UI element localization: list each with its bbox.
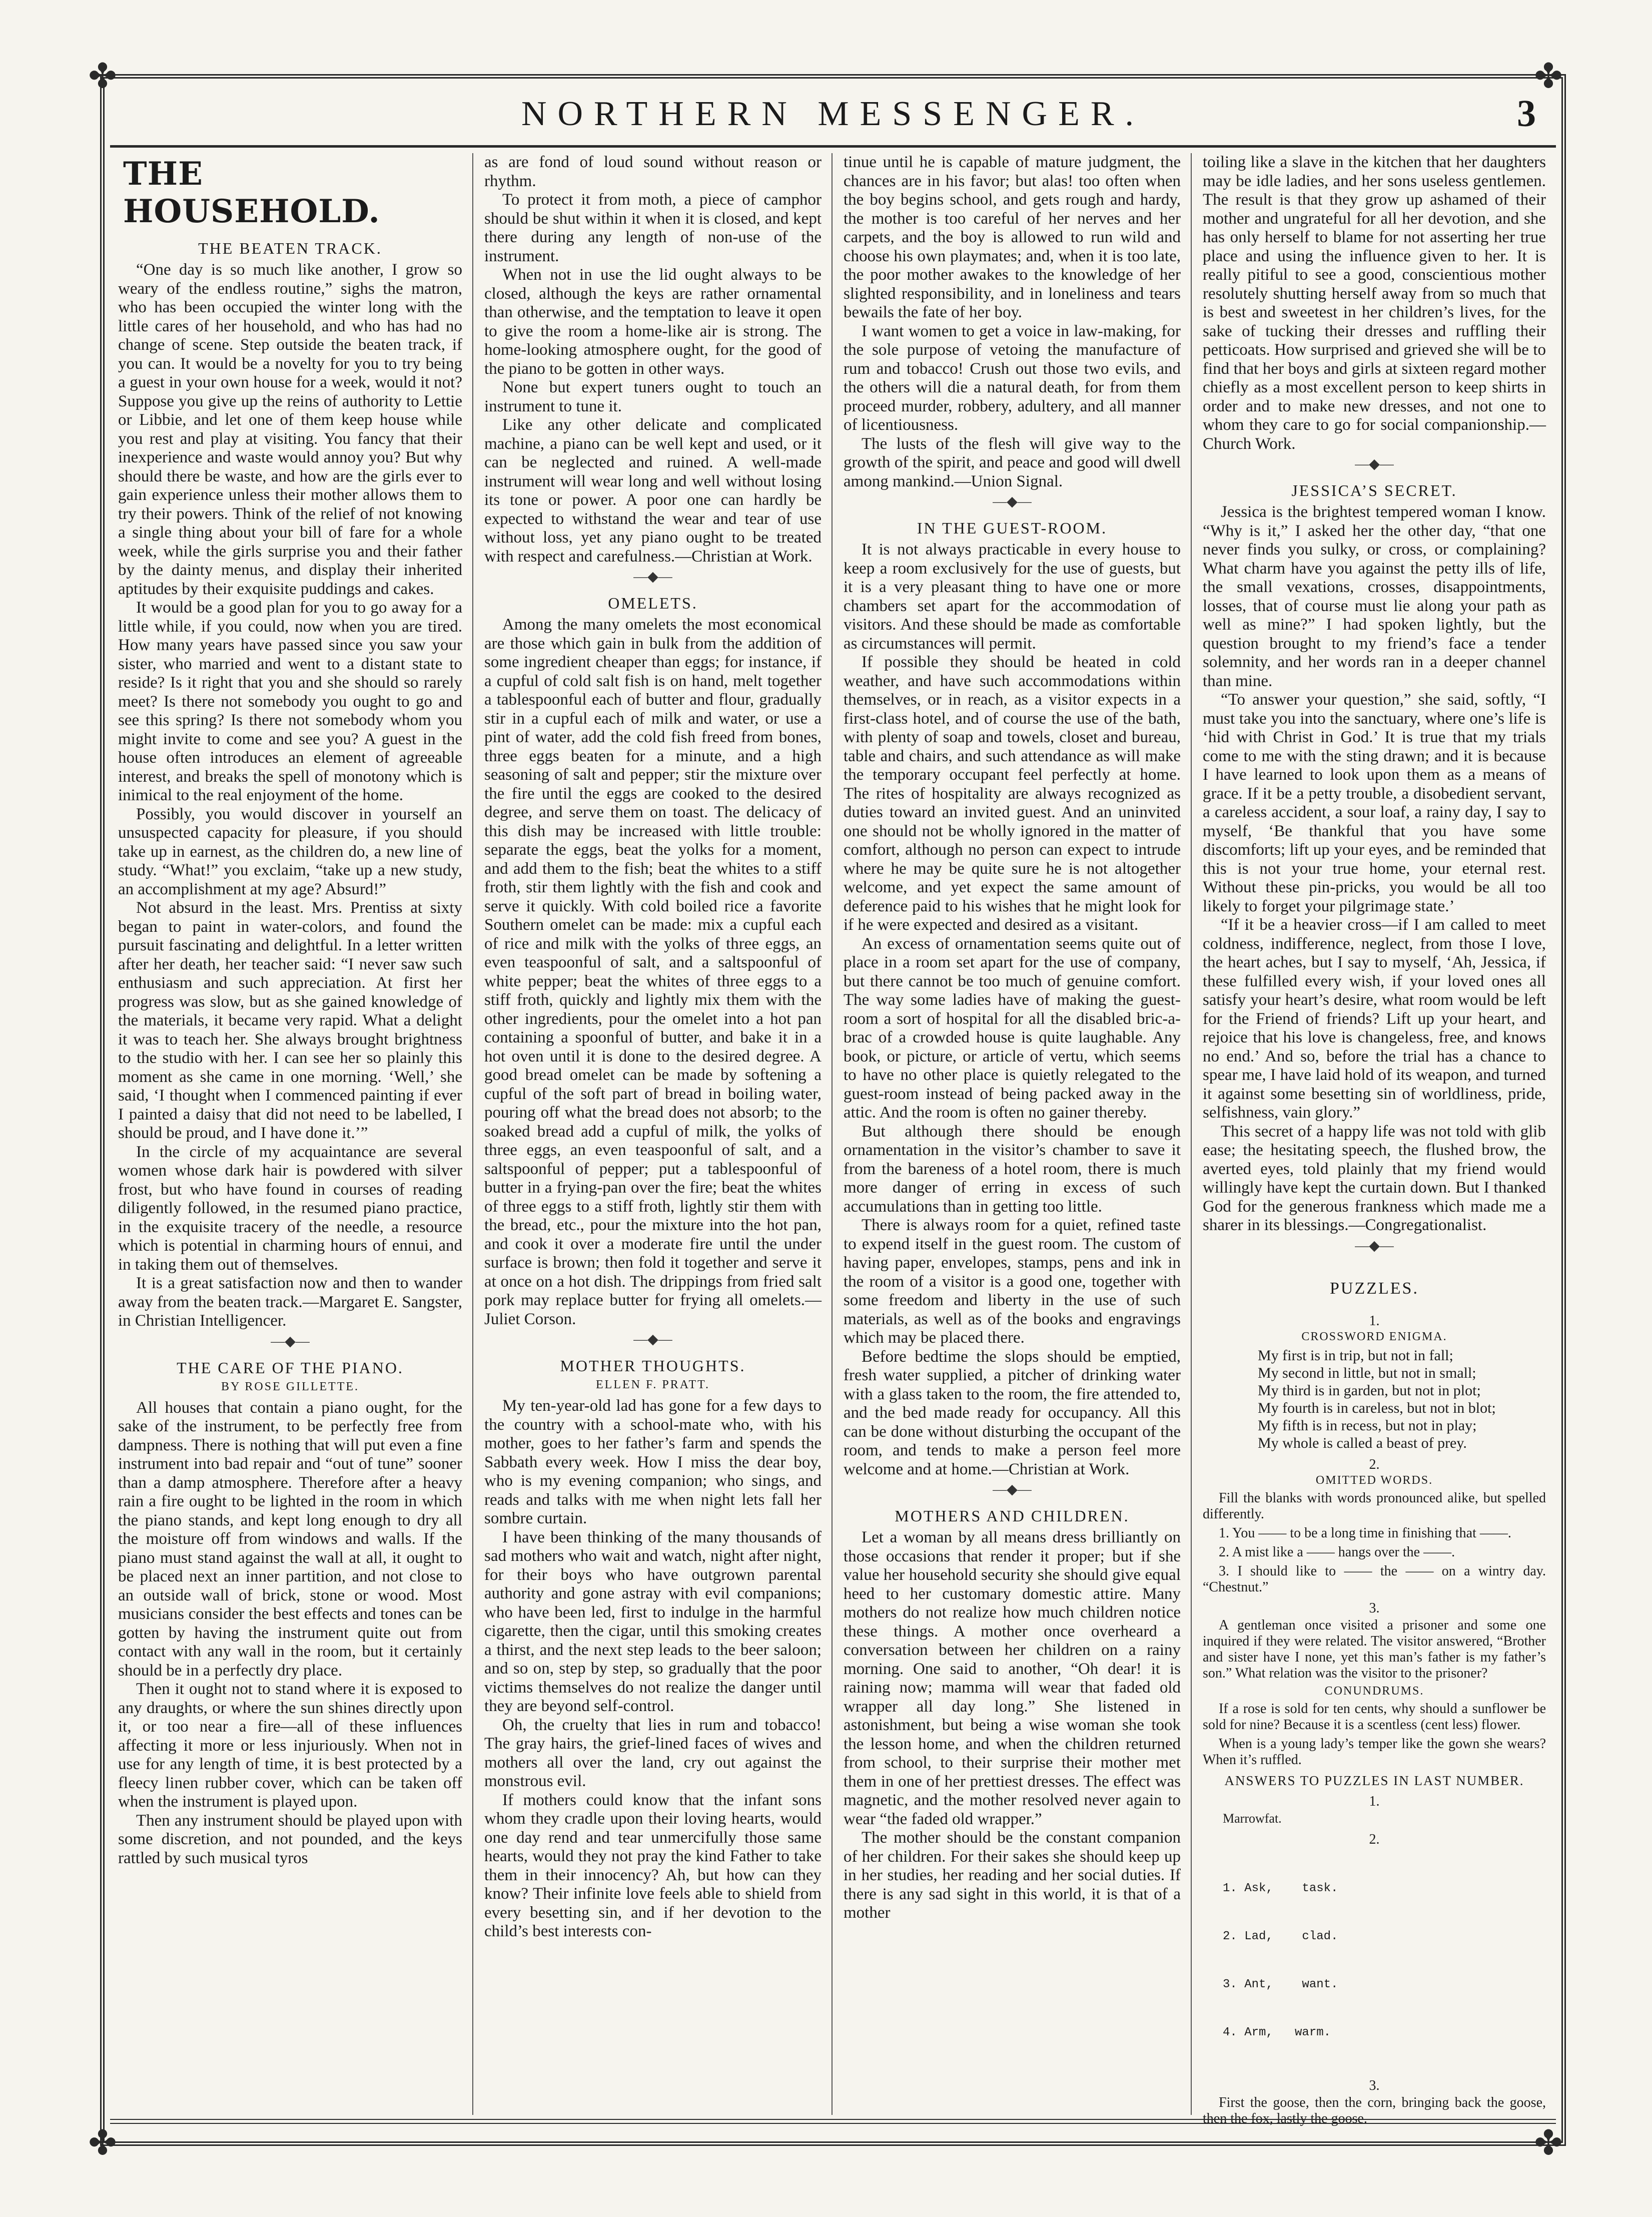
divider-ornament: —◆— xyxy=(1355,1238,1394,1254)
byline: ELLEN F. PRATT. xyxy=(596,1378,710,1391)
answer-number: 2. xyxy=(1369,1831,1380,1847)
answer-list xyxy=(1203,1849,1546,2073)
paragraph: Jessica is the brightest tempered woman I know. “Why is it,” I asked her the other day, “that one never finds you sulky, or cross, or complaining? What charm have you against the petty ills of life, the small vexations, crosses, disappointments, losses, that of course must lie along your path as well as mine?” I had spoken lightly, but the question brought to my friend’s face a tender solemnity, and her words ran in a deeper channel than mine. xyxy=(1203,503,1546,690)
paragraph: The mother should be the constant companion of her children. For their sakes she should keep up in her studies, her reading and her social duties. If there is any sad sight in this world, it is that of a mother xyxy=(844,1829,1181,1922)
puzzle-number: 1. xyxy=(1369,1313,1380,1329)
paragraph: There is always room for a quiet, refined taste to expend itself in the guest room. The custom of having paper, envelopes, stamps, pens and ink in the room of a visitor is a good one, together with some freedom and liberty in the use of such materials, as well as of the books and engravings which may be placed there. xyxy=(844,1216,1181,1347)
paragraph: Fill the blanks with words pronounced alike, but spelled differently. xyxy=(1203,1490,1546,1522)
puzzle-number: 2. xyxy=(1369,1456,1380,1472)
divider-ornament: —◆— xyxy=(633,1332,672,1347)
divider-ornament: —◆— xyxy=(1355,456,1394,472)
article-title: IN THE GUEST-ROOM. xyxy=(917,519,1108,537)
answer-line: Marrowfat. xyxy=(1223,1811,1282,1826)
corner-ornament-icon: ✤ xyxy=(1534,2123,1563,2163)
verse-line: My fourth is in careless, but not in blot; xyxy=(1258,1399,1496,1416)
article-body xyxy=(844,153,1181,491)
answers-title: ANSWERS TO PUZZLES IN LAST NUMBER. xyxy=(1224,1773,1524,1788)
paragraph: When not in use the lid ought always to be closed, although the keys are rather ornamental than otherwise, and the temptation to leave it open to give the room a home-like air is strong. The home-looking atmosphere ought, for the good of the piano to be gotten in other ways. xyxy=(484,266,821,378)
article-body xyxy=(844,1528,1181,1923)
article-title: JESSICA’S SECRET. xyxy=(1291,481,1457,499)
paragraph: First the goose, then the corn, bringing back the goose, then the fox, lastly the goose. xyxy=(1203,2094,1546,2126)
verse-line: My third is in garden, but not in plot; xyxy=(1258,1382,1481,1399)
puzzles-title: PUZZLES. xyxy=(1330,1279,1419,1298)
article-title: THE BEATEN TRACK. xyxy=(198,239,382,257)
paragraph: But although there should be enough ornamentation in the visitor’s chamber to save it from the bareness of a hotel room, there is much more danger of erring in excess of such accumulations than in getting too little. xyxy=(844,1122,1181,1216)
paragraph: 1. You —— to be a long time in finishing that ——. xyxy=(1219,1525,1511,1541)
article-body xyxy=(484,616,821,1329)
paragraph: Let a woman by all means dress brilliantly on those occasions that render it proper; but if she value her household security she should give equal heed to her customary domestic attire. Many mothers do not realize how much children notice these things. A mother once overheard a conversation between her children on a rainy morning. One said to another, “Oh dear! it is raining now; mamma will wear that faded old wrapper all day long.” She listened in astonishment, but being a wise woman she took the lesson home, and when the children returned from school, to their surprise their mother met them in one of her prettiest dresses. The effect was magnetic, and the mother resolved never again to wear “the faded old wrapper.” xyxy=(844,1528,1181,1828)
article-body xyxy=(118,1399,462,1868)
paragraph: If possible they should be heated in cold weather, and have such accommodations within themselves, or in reach, as a visitor expects in a first-class hotel, and of course the use of the bath, with plenty of soap and towels, closet and bureau, table and chairs, and such attendance as will make the temporary occupant feel perfectly at home. The rites of hospitality are always recognized as duties toward an invited guest. And an uninvited one should not be wholly ignored in the matter of comfort, although no person can expect to intrude where he may be quite sure he is not altogether welcome, and yet expect the same amount of deference paid to his wishes that he might look for if he were expected and desired as a visitant. xyxy=(844,653,1181,934)
divider-ornament: —◆— xyxy=(271,1333,310,1349)
publication-title: NORTHERN MESSENGER. xyxy=(521,95,1145,133)
paragraph: My ten-year-old lad has gone for a few days to the country with a school-mate who, with his mother, goes to her father’s farm and spends the Sabbath every week. How I miss the dear boy, who is my evening companion; who sings, and reads and talks with me when night lets fall her sombre curtain. xyxy=(484,1397,821,1527)
paragraph: Not absurd in the least. Mrs. Prentiss at sixty began to paint in water-colors, and found the pursuit fascinating and delightful. In a letter written after her death, her teacher said: “I never saw such enthusiasm and such appreciation. At first her progress was slow, but as she gained knowledge of the materials, it became very rapid. What a delight it was to teach her. She always brought brightness to the studio with her. I can see her so plainly this moment as she came in one morning. ‘Well,’ she said, ‘I thought when I commenced painting if ever I painted a daisy that did not need to be labelled, I should be proud, and I have done it.’” xyxy=(118,899,462,1142)
article-body xyxy=(484,1397,821,1941)
paragraph: A gentleman once visited a prisoner and some one inquired if they were related. The visitor answered, “Brother and sister have I none, yet this man’s father is my father’s son.” What relation was the visitor to the prisoner? xyxy=(1203,1617,1546,1681)
paragraph: All houses that contain a piano ought, for the sake of the instrument, to be perfectly free from dampness. There is nothing that will put even a fine instrument into bad repair and “out of tune” sooner than a damp atmosphere. Therefore after a heavy rain a fire ought to be lighted in the room in which the piano stands, and kept long enough to dry all the moisture off from windows and walls. If the piano must stand against the wall at all, it ought to be placed next an inner partition, and not close to an outside wall of brick, stone or wood. Most musicians consider the best effects and tones can be gotten by having the instrument quite out from contact with any wall in the room, but it certainly should be in a perfectly dry place. xyxy=(118,1398,462,1680)
paragraph: When is a young lady’s temper like the gown she wears? When it’s ruffled. xyxy=(1203,1736,1546,1768)
puzzle-body xyxy=(1203,1701,1546,1768)
corner-ornament-icon: ✤ xyxy=(88,57,117,96)
paragraph: “If it be a heavier cross—if I am called to meet coldness, indifference, neglect, from those I love, the heart aches, but I say to myself, ‘Ah, Jessica, if these fulfilled every wish, if your loved ones all satisfy your heart’s desire, what room would be left for the Friend of friends? Lift up your heart, and rejoice that his love is changeless, free, and knows no end.’ And so, before the trial has a chance to spear me, I have laid hold of its weapon, and turned it against some besetting sin of worldliness, pride, selfishness, vain glory.” xyxy=(1203,916,1546,1122)
bottom-rule xyxy=(110,2119,1556,2124)
puzzle-body xyxy=(1203,1617,1546,1682)
masthead xyxy=(110,90,1556,148)
columns xyxy=(115,153,1551,2126)
column-1 xyxy=(115,153,473,2115)
byline: BY ROSE GILLETTE. xyxy=(221,1380,360,1393)
verse-line: My second in little, but not in small; xyxy=(1258,1364,1476,1381)
corner-ornament-icon: ✤ xyxy=(88,2123,117,2163)
answer-line: 1. Ask, task. xyxy=(1223,1881,1338,1895)
answer-number: 3. xyxy=(1369,2077,1380,2093)
paragraph: “One day is so much like another, I grow so weary of the endless routine,” sighs the matron, who has been occupied the winter long with the little cares of her household, and who has had no change of scene. Step outside the beaten track, if you can. It would be a novelty for you to try being a guest in your own house for a week, would it not? Suppose you give up the reins of authority to Lettie or Libbie, and let one of them keep house while you rest and play at visiting. You fancy that their inexperience and waste would annoy you? But why should there be waste, and how are the girls ever to gain experience unless their mother allows them to try their powers. Think of the relief of not knowing a single thing about your bill of fare for a whole week, while the girls surprise you and their father by the dainty menus, and display their inherited aptitudes by their exquisite puddings and cakes. xyxy=(118,261,462,598)
paragraph: This secret of a happy life was not told with glib ease; the hesitating speech, the flushed brow, the averted eyes, told plainly that my friend would willingly have kept the curtain down. But I thanked God for the generous frankness which made me a sharer in its blessings.—Congregationalist. xyxy=(1203,1122,1546,1234)
paragraph: as are fond of loud sound without reason or rhythm. xyxy=(484,153,821,190)
paragraph: Before bedtime the slops should be emptied, fresh water supplied, a pitcher of drinking water with a glass taken to the room, the fire attended to, and the bed made ready for occupancy. All this can be done without disturbing the occupant of the room, and tends to make a person feel more welcome and at home.—Christian at Work. xyxy=(844,1347,1181,1478)
paragraph: An excess of ornamentation seems quite out of place in a room set apart for the use of company, but there cannot be too much of genuine comfort. The way some ladies have of making the guest-room a sort of hospital for all the disabled bric-a-brac of a crowded house is quite laughable. Any book, or picture, or article of vertu, which seems to have no other place is quietly relegated to the guest-room instead of being packed away in the attic. And the room is often no gainer thereby. xyxy=(844,934,1181,1122)
paragraph: It would be a good plan for you to go away for a little while, if you could, now when you are tired. How many years have passed since you saw your sister, who married and went to a distant state to reside? Is it right that you and she should so rarely meet? Is there not somebody you ought to go and see this spring? Is there not somebody whom you might invite to come and see you? A guest in the house often introduces an element of agreeable interest, and breaks the spell of monotony which is inimical to the real enjoyment of the home. xyxy=(118,599,462,804)
paragraph: It is not always practicable in every house to keep a room exclusively for the use of guests, but it is a very pleasant thing to have one or more chambers set apart for the accommodation of visitors. And these should be made as comfortable as circumstances will permit. xyxy=(844,540,1181,653)
article-body xyxy=(844,540,1181,1479)
article-title: OMELETS. xyxy=(608,594,698,612)
page-number: 3 xyxy=(1517,93,1536,135)
divider-ornament: —◆— xyxy=(993,494,1032,509)
paragraph: I want women to get a voice in law-making, for the sole purpose of vetoing the manufacture of rum and tobacco! Crush out those two evils, and the others will die a natural death, for from them proceed murder, robbery, adultery, and all manner of licentiousness. xyxy=(844,322,1181,434)
paragraph: tinue until he is capable of mature judgment, the chances are in his favor; but alas! too often when the boy begins school, and gets rough and hardy, the mother is too careful of her nerves and her carpets, and the boy is allowed to run wild and choose his own playmates; and, when it is too late, the poor mother awakes to the knowledge of her slighted responsibility, and in loneliness and tears bewails the fate of her boy. xyxy=(844,153,1181,321)
paragraph: Oh, the cruelty that lies in rum and tobacco! The gray hairs, the grief-lined faces of wives and mothers all over the land, cry out against the monstrous evil. xyxy=(484,1716,821,1790)
divider-ornament: —◆— xyxy=(633,569,672,585)
answer-number: 1. xyxy=(1369,1793,1380,1809)
verse-line: My whole is called a beast of prey. xyxy=(1258,1434,1467,1451)
column-3 xyxy=(833,153,1192,2115)
paragraph: Then it ought not to stand where it is exposed to any draughts, or where the sun shines directly upon it, or too near a fire—all of these influences affecting it more or less injuriously. When not in use for any length of time, it is best protected by a fleecy linen rubber cover, which can be taken off when the instrument is played upon. xyxy=(118,1680,462,1811)
article-body xyxy=(118,261,462,1331)
puzzle-number: 3. xyxy=(1369,1600,1380,1616)
paragraph: Possibly, you would discover in yourself an unsuspected capacity for pleasure, if you should take up in earnest, as the children do, a new line of study. “What!” you exclaim, “take up a new study, an accomplishment at my age? Absurd!” xyxy=(118,805,462,898)
paragraph: To protect it from moth, a piece of camphor should be shut within it when it is closed, and kept there during any length of non-use of the instrument. xyxy=(484,191,821,265)
paragraph: “To answer your question,” she said, softly, “I must take you into the sanctuary, where one’s life is ‘hid with Christ in God.’ It is true that my trials come to me with the sting drawn; and it is because I have learned to look upon them as a means of grace. If it be a petty trouble, a disobedient servant, a careless accident, a sour loaf, a rainy day, I say to myself, ‘Be thankful that you have some discomforts; lift up your eyes, and be reminded that this is not your true home, your eternal rest. Without these pin-pricks, you would be all too likely to forget your pilgrimage state.’ xyxy=(1203,691,1546,915)
paragraph: The lusts of the flesh will give way to the growth of the spirit, and peace and good will dwell among mankind.—Union Signal. xyxy=(844,434,1181,490)
section-title: THE HOUSEHOLD. xyxy=(123,155,380,230)
paragraph: If mothers could know that the infant sons whom they cradle upon their loving hearts, would one day rend and tear unmercifully those same hearts, would they not pray the kind Father to take them in their innocency? Ah, but how can they know? Their infinite love feels able to shield from every besetting sin, and if her devotion to the child’s best interests con- xyxy=(484,1791,821,1940)
puzzle-label: CONUNDRUMS. xyxy=(1324,1684,1424,1698)
article-title: MOTHER THOUGHTS. xyxy=(560,1357,746,1375)
paragraph: 3. I should like to —— the —— on a wintry day. “Chestnut.” xyxy=(1203,1563,1546,1595)
paragraph: None but expert tuners ought to touch an instrument to tune it. xyxy=(484,378,821,415)
paragraph: In the circle of my acquaintance are several women whose dark hair is powdered with silver frost, but who have found in courses of reading diligently followed, in the resumed piano practice, in the exquisite tracery of the needle, a resource which is potential in charming hours of ennui, and in taking them out of themselves. xyxy=(118,1143,462,1274)
paragraph: Then any instrument should be played upon with some discretion, and not pounded, and the keys rattled by such musical tyros xyxy=(118,1811,462,1867)
answer-line: 4. Arm, warm. xyxy=(1223,2025,1331,2039)
paragraph: If a rose is sold for ten cents, why should a sunflower be sold for nine? Because it is a scentless (cent less) flower. xyxy=(1203,1701,1546,1733)
paragraph: I have been thinking of the many thousands of sad mothers who wait and watch, night after night, for their boys who have outgrown parental authority and gone astray with evil companions; who have been led, first to indulge in the harmful cigarette, then the cigar, until this smoking creates a thirst, and the next step leads to the beer saloon; and so on, step by step, so gradually that the poor victims themselves do not realize the danger until they are beyond self-control. xyxy=(484,1528,821,1715)
article-body xyxy=(1203,153,1546,453)
puzzle-label: OMITTED WORDS. xyxy=(1315,1473,1433,1487)
article-body xyxy=(484,153,821,566)
puzzle-label: CROSSWORD ENIGMA. xyxy=(1301,1330,1447,1343)
paragraph: It is a great satisfaction now and then to wander away from the beaten track.—Margaret E. Sangster, in Christian Intelligencer. xyxy=(118,1274,462,1330)
puzzle-body xyxy=(1203,1490,1546,1595)
answer-line: 3. Ant, want. xyxy=(1223,1977,1338,1991)
paragraph: toiling like a slave in the kitchen that her daughters may be idle ladies, and her sons useless gentlemen. The result is that they grow up ashamed of their mother and ungrateful for all her devotion, and she has only herself to blame for not asserting her true place and using the influence given to her. It is really pitiful to see a good, conscientious mother resolutely shutting herself away from so much that is best and sweetest in her children’s lives, for the sake of tucking their dresses and ruffling their petticoats. How surprised and grieved she will be to find that her boys and girls at sixteen regard mother chiefly as a most excellent person to keep shirts in order and to make new dresses, and not one to whom they care to go for social companionship.—Church Work. xyxy=(1203,153,1546,453)
paragraph: 2. A mist like a —— hangs over the ——. xyxy=(1219,1544,1455,1560)
verse-line: My fifth is in recess, but not in play; xyxy=(1258,1417,1477,1434)
answer-line: 2. Lad, clad. xyxy=(1223,1929,1338,1943)
article-body xyxy=(1203,503,1546,1235)
column-4 xyxy=(1192,153,1551,2126)
article-title: THE CARE OF THE PIANO. xyxy=(177,1358,404,1377)
divider-ornament: —◆— xyxy=(993,1482,1032,1497)
paragraph: Like any other delicate and complicated machine, a piano can be well kept and used, or it can be neglected and ruined. A well-made instrument will wear long and well without losing its tone or power. A poor one can hardly be expected to withstand the wear and tear of use without loss, yet any piano ought to be treated with respect and carefulness.—Christian at Work. xyxy=(484,416,821,566)
enigma-verse xyxy=(1203,1347,1546,1452)
verse-line: My first is in trip, but not in fall; xyxy=(1258,1347,1453,1364)
paragraph: Among the many omelets the most economical are those which gain in bulk from the addition of some ingredient cheaper than eggs; for instance, if a cupful of cold salt fish is on hand, melt together a tablespoonful each of butter and flour, gradually stir in a cupful each of milk and water, or use a pint of water, add the cold fish freed from bones, three eggs beaten for a minute, and a high seasoning of salt and pepper; stir the mixture over the fire until the eggs are cooked to the desired degree, and serve them on toast. The delicacy of this dish may be increased with little trouble: separate the eggs, beat the yolks for a moment, and add them to the fish; beat the whites to a stiff froth, stir them lightly with the fish and cook and serve it quickly. With cold boiled rice a favorite Southern omelet can be made: mix a cupful each of rice and milk with the yolks of three eggs, an even teaspoonful of salt, and a saltspoonful of white pepper; beat the whites of three eggs to a stiff froth, quickly and lightly mix them with the other ingredients, pour the omelet into a hot pan containing a spoonful of butter, and bake it in a hot oven until it is done to the desired degree. A good bread omelet can be made by softening a cupful of the soft part of bread in boiling water, pouring off what the bread does not absorb; to the soaked bread add a cupful of milk, the yolks of three eggs, an even teaspoonful of salt, and a saltspoonful of pepper; put a tablespoonful of butter in a frying-pan over the fire; beat the whites of three eggs to a stiff froth, lightly stir them with the bread, etc., pour the mixture into the hot pan, and cook it over a moderate fire until the under surface is brown; then fold it together and serve it at once on a hot dish. The drippings from fried salt pork may replace butter for frying all omelets.—Juliet Corson. xyxy=(484,616,821,1328)
corner-ornament-icon: ✤ xyxy=(1534,57,1563,96)
article-title: MOTHERS AND CHILDREN. xyxy=(895,1507,1130,1525)
column-2 xyxy=(473,153,833,2115)
